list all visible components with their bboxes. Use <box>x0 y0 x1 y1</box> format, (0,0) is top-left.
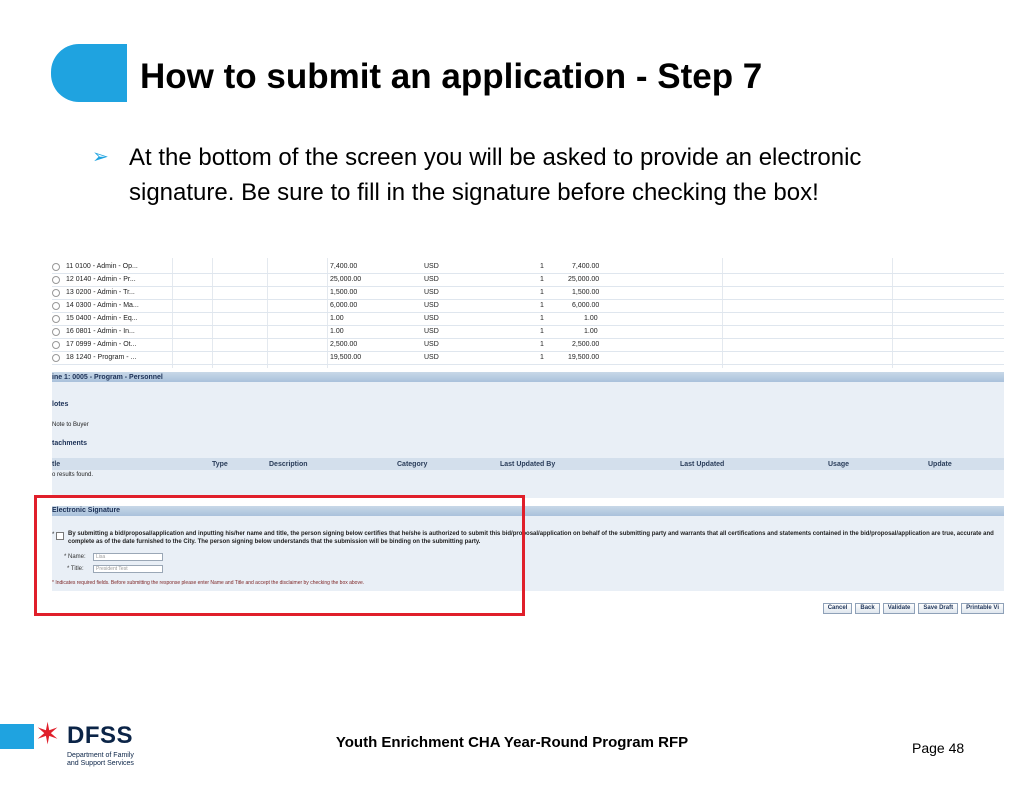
required-marker: * <box>52 532 55 538</box>
row-radio[interactable] <box>52 276 60 284</box>
table-row <box>52 352 1004 365</box>
page-number: Page 48 <box>912 740 965 756</box>
line-code: 11 0100 - Admin - Op... <box>66 263 138 270</box>
line-total: 1.00 <box>584 328 598 335</box>
line-currency: USD <box>424 302 439 309</box>
line-currency: USD <box>424 276 439 283</box>
col-description: Description <box>269 461 308 468</box>
attachments-label: tachments <box>52 440 88 447</box>
row-radio[interactable] <box>52 341 60 349</box>
line-qty: 1 <box>540 276 544 283</box>
title-accent-shape <box>51 44 127 102</box>
col-title: tle <box>52 461 61 468</box>
logo-subtitle: Department of Family and Support Services <box>67 752 134 767</box>
note-to-buyer-link[interactable]: Note to Buyer <box>52 422 89 428</box>
name-label: * Name: <box>64 554 86 560</box>
line-total: 2,500.00 <box>572 341 600 348</box>
line-amount: 6,000.00 <box>330 302 358 309</box>
line-qty: 1 <box>540 263 544 270</box>
validate-button[interactable]: Validate <box>883 603 916 614</box>
line-total: 1.00 <box>584 315 598 322</box>
row-radio[interactable] <box>52 354 60 362</box>
col-last-updated: Last Updated <box>680 461 725 468</box>
line-amount: 2,500.00 <box>330 341 358 348</box>
line-code: 16 0801 - Admin - In... <box>66 328 135 335</box>
line-qty: 1 <box>540 328 544 335</box>
line-amount: 25,000.00 <box>330 276 362 283</box>
col-last-updated-by: Last Updated By <box>500 461 556 468</box>
title-label: * Title: <box>67 566 84 572</box>
line-amount: 1.00 <box>330 315 344 322</box>
line-header: ine 1: 0005 - Program - Personnel <box>52 374 163 381</box>
line-qty: 1 <box>540 341 544 348</box>
col-category: Category <box>397 461 428 468</box>
no-results-text: o results found. <box>52 472 94 478</box>
esig-statement: By submitting a bid/proposal/application and inputting his/her name and title, the person signing below certifies that he/she is authorized to submit this bid/proposal/application on behalf of the submitting party and warrants that all certifications and statements contained in the bid/proposal/application are true, accurate and complete as of the date furnished to the City. The person signing below understands that the submission will be binding on the submitting party. <box>68 531 994 545</box>
line-qty: 1 <box>540 302 544 309</box>
line-amount: 1,500.00 <box>330 289 358 296</box>
line-total: 6,000.00 <box>572 302 600 309</box>
line-currency: USD <box>424 263 439 270</box>
line-items-table <box>52 261 1004 365</box>
line-currency: USD <box>424 328 439 335</box>
action-buttons <box>820 603 1004 614</box>
line-section-bar <box>52 372 1004 382</box>
line-total: 7,400.00 <box>572 263 600 270</box>
col-usage: Usage <box>828 461 850 468</box>
back-button[interactable]: Back <box>855 603 879 614</box>
table-row <box>52 313 1004 326</box>
line-amount: 7,400.00 <box>330 263 358 270</box>
printable-view-button[interactable]: Printable Vi <box>961 603 1004 614</box>
table-row <box>52 300 1004 313</box>
name-input[interactable]: Lisa <box>93 553 163 561</box>
title-input[interactable]: President Test <box>93 565 163 573</box>
arrow-bullet-icon: ➢ <box>92 146 109 168</box>
line-currency: USD <box>424 354 439 361</box>
line-amount: 19,500.00 <box>330 354 362 361</box>
row-radio[interactable] <box>52 302 60 310</box>
footer-title: Youth Enrichment CHA Year-Round Program RFP <box>335 734 689 751</box>
row-radio[interactable] <box>52 289 60 297</box>
bullet-text: At the bottom of the screen you will be asked to provide an electronic signature. Be sure to fill in the signature before checking the box! <box>129 144 862 206</box>
table-row <box>52 339 1004 352</box>
line-code: 18 1240 - Program - ... <box>66 354 137 361</box>
notes-attachments-panel <box>52 382 1004 498</box>
line-total: 1,500.00 <box>572 289 600 296</box>
row-radio[interactable] <box>52 328 60 336</box>
line-qty: 1 <box>540 289 544 296</box>
save-draft-button[interactable]: Save Draft <box>918 603 958 614</box>
logo-name: DFSS <box>67 722 134 749</box>
table-row <box>52 326 1004 339</box>
line-code: 14 0300 - Admin - Ma... <box>66 302 139 309</box>
notes-label: lotes <box>52 401 69 408</box>
line-currency: USD <box>424 315 439 322</box>
slide-title: How to submit an application - Step 7 <box>140 57 763 96</box>
line-currency: USD <box>424 341 439 348</box>
col-type: Type <box>212 461 228 468</box>
row-radio[interactable] <box>52 263 60 271</box>
line-qty: 1 <box>540 315 544 322</box>
line-code: 12 0140 - Admin - Pr... <box>66 276 136 283</box>
line-total: 19,500.00 <box>568 354 600 361</box>
signature-highlight-box <box>34 495 525 616</box>
line-total: 25,000.00 <box>568 276 600 283</box>
table-row <box>52 261 1004 274</box>
table-row <box>52 287 1004 300</box>
col-update: Update <box>928 461 952 468</box>
line-code: 17 0999 - Admin - Ot... <box>66 341 137 348</box>
table-row <box>52 274 1004 287</box>
cancel-button[interactable]: Cancel <box>823 603 853 614</box>
bullet-point <box>92 140 952 210</box>
chicago-star-icon: ✶ <box>35 718 61 751</box>
line-code: 13 0200 - Admin - Tr... <box>66 289 135 296</box>
esig-header: Electronic Signature <box>52 507 121 514</box>
line-amount: 1.00 <box>330 328 344 335</box>
line-currency: USD <box>424 289 439 296</box>
row-radio[interactable] <box>52 315 60 323</box>
required-note: * Indicates required fields. Before submitting the response please enter Name and Title and accept the disclaimer by checking the box above. <box>52 580 365 586</box>
attachments-header-row <box>52 458 1004 470</box>
line-qty: 1 <box>540 354 544 361</box>
line-code: 15 0400 - Admin - Eq... <box>66 315 138 322</box>
